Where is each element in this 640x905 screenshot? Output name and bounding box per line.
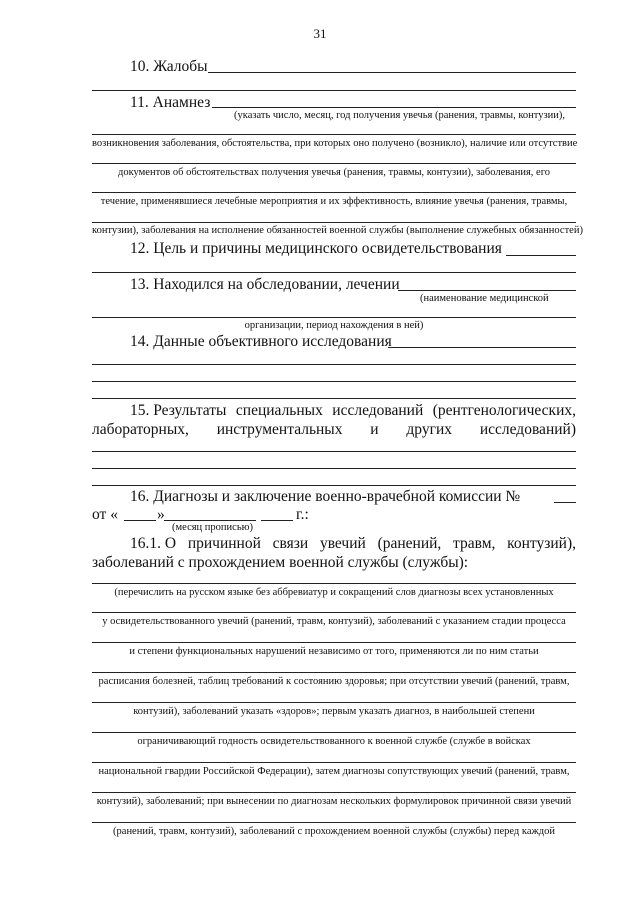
diagnosis-field-3[interactable] [92,642,576,643]
anamnesis-hint-3: документов об обстоятельствах получения увечья (ранения, травмы, контузии), заболевания, его [117,167,550,178]
date-day-field[interactable] [124,520,156,521]
anamnesis-field-3[interactable] [92,163,576,164]
anamnesis-field[interactable] [212,107,576,108]
causal-word: связи [272,535,309,552]
causal-word: 16.1. О [130,535,177,552]
research-field-2[interactable] [92,468,576,469]
treatment-hint-2: организации, период нахождения в ней) [244,320,424,331]
anamnesis-hint-2: возникновения заболевания, обстоятельства, при которых оно получено (возникло), наличие или отсутствие [92,138,578,149]
diagnosis-hint-6: ограничивающий годность освидетельствованного к военной службе (службе в войсках [137,736,531,747]
diagnosis-field-4[interactable] [92,672,576,673]
complaints-label: 10. Жалобы [130,58,208,75]
research-field-1[interactable] [92,451,576,452]
research-line-1 [130,402,576,420]
purpose-label: 12. Цель и причины медицинского освидетельствования [130,240,502,257]
diagnosis-hint-7: национальной гвардии Российской Федерации), затем диагнозы сопутствующих увечий (ранений, травм, [98,766,570,777]
complaints-field-2[interactable] [92,90,576,91]
treatment-field[interactable] [398,290,576,291]
exam-field-4[interactable] [92,398,576,399]
diagnosis-hint-8: контузий), заболеваний; при вынесении по диагнозам нескольких формулировок причинной связи увечий [96,796,572,807]
exam-field[interactable] [388,347,576,348]
date-from-prefix: от « [92,506,118,523]
research-word: других [406,421,453,438]
anamnesis-label: 11. Анамнез [130,94,211,111]
anamnesis-hint-1: (указать число, месяц, год получения увечья (ранения, травмы, контузии), [234,110,566,121]
exam-field-3[interactable] [92,381,576,382]
purpose-field-2[interactable] [92,272,576,273]
causal-word: причинной [187,535,261,552]
diagnosis-field-2[interactable] [92,612,576,613]
purpose-field[interactable] [506,255,576,256]
anamnesis-hint-4: течение, применявшиеся лечебные мероприятия и их эффективность, влияние увечья (ранения, травмы, [100,196,568,207]
exam-label: 14. Данные объективного исследования [130,333,392,350]
anamnesis-hint-5: контузии), заболевания на исполнение обязанностей военной службы (выполнение служебных обязанностей) [92,225,583,236]
date-year-suffix: г.: [296,506,309,523]
research-word: и [370,421,379,438]
anamnesis-field-4[interactable] [92,192,576,193]
research-word: (рентгенологических, [432,402,576,419]
date-year-field[interactable] [261,520,293,521]
diagnosis-hint-1: (перечислить на русском языке без аббревиатур и сокращений слов диагнозы всех установленных [114,587,554,598]
treatment-label: 13. Находился на обследовании, лечении [130,276,400,293]
month-hint: (месяц прописью) [172,522,253,533]
research-line-2 [92,421,576,439]
diagnosis-hint-5: контузий), заболеваний указать «здоров»; первым указать диагноз, в наибольшей степени [133,706,535,717]
diagnosis-hint-2: у освидетельствованного увечий (ранений, травм, контузий), заболеваний с указанием стадии процесса [102,616,566,627]
causal-word: контузий), [507,535,576,552]
causal-link-line-2: заболеваний с прохождением военной службы (службы): [92,554,469,571]
complaints-field[interactable] [208,72,576,73]
treatment-field-2[interactable] [92,317,576,318]
research-word: исследований [332,402,424,419]
anamnesis-field-5[interactable] [92,222,576,223]
causal-word: травм, [453,535,496,552]
treatment-hint-1: (наименование медицинской [420,293,549,304]
diagnosis-field-8[interactable] [92,792,576,793]
diagnosis-field-7[interactable] [92,762,576,763]
page-number: 31 [313,26,327,41]
causal-link-line-1 [130,535,576,553]
diagnosis-hint-4: расписания болезней, таблиц требований к состоянию здоровья; при отсутствии увечий (ранений, травм, [98,676,570,687]
anamnesis-field-2[interactable] [92,134,576,135]
research-field-3[interactable] [92,485,576,486]
date-from-mid: » [157,506,165,523]
research-word: инструментальных [216,421,343,438]
diagnosis-hint-9: (ранений, травм, контузий), заболеваний с прохождением военной службы (службы) перед каждой [113,826,555,837]
diagnosis-field-6[interactable] [92,732,576,733]
date-month-field[interactable] [164,520,256,521]
research-word: исследований) [479,421,576,438]
diagnoses-label: 16. Диагнозы и заключение военно-врачебной комиссии № [130,488,521,505]
diagnosis-field-9[interactable] [92,822,576,823]
causal-word: (ранений, [377,535,442,552]
diagnosis-field-5[interactable] [92,702,576,703]
research-word: лабораторных, [92,421,189,438]
diagnosis-hint-3: и степени функциональных нарушений независимо от того, применяются ли по ним статьи [129,646,539,657]
commission-number-field[interactable] [554,502,576,503]
exam-field-2[interactable] [92,364,576,365]
research-word: специальных [235,402,323,419]
research-word: 15. Результаты [130,402,227,419]
causal-word: увечий [319,535,366,552]
diagnosis-field-1[interactable] [92,583,576,584]
